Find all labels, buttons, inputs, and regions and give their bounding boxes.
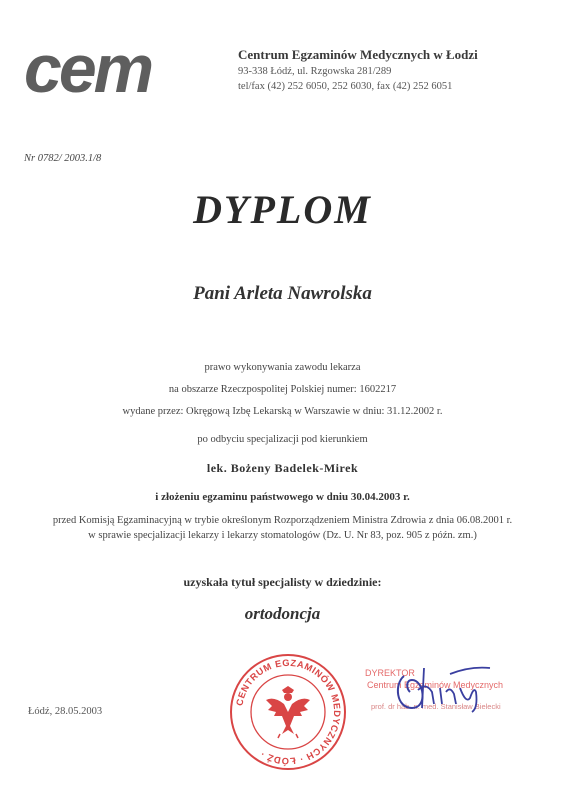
place-date: Łódź, 28.05.2003 bbox=[28, 706, 103, 717]
seal-ring-text: CENTRUM EGZAMINÓW MEDYCZNYCH · ŁÓDŹ · bbox=[234, 657, 343, 767]
org-address: 93-338 Łódź, ul. Rzgowska 281/289 bbox=[238, 66, 392, 77]
commission-line-2: w sprawie specjalizacji lekarzy i lekarzy stomatologów (Dz. U. Nr 83, poz. 905 z późn. zm.) bbox=[88, 530, 477, 541]
specialty-name: ortodoncja bbox=[244, 604, 321, 623]
supervisor-name: lek. Bożeny Badelek-Mirek bbox=[206, 461, 359, 475]
caduceus-icon bbox=[181, 45, 191, 95]
stamp-title: DYREKTOR bbox=[365, 668, 415, 678]
obtained-title-label: uzyskała tytuł specjalisty w dziedzinie: bbox=[183, 575, 382, 589]
diploma-title: DYPLOM bbox=[193, 187, 372, 232]
stamp-name: prof. dr hab. n. med. Stanisław Bielecki bbox=[371, 702, 501, 711]
license-number-line: na obszarze Rzeczpospolitej Polskiej numer: 1602217 bbox=[168, 384, 397, 395]
recipient-name: Pani Arleta Nawrolska bbox=[193, 283, 372, 304]
specialization-line: po odbyciu specjalizacji pod kierunkiem bbox=[197, 434, 368, 445]
commission-line-1: przed Komisją Egzaminacyjną w trybie określonym Rozporządzeniem Ministra Zdrowia z dnia 06.08.2001 r. bbox=[52, 515, 513, 526]
issued-by-line: wydane przez: Okręgową Izbę Lekarską w Warszawie w dniu: 31.12.2002 r. bbox=[122, 406, 443, 417]
official-seal bbox=[228, 652, 348, 772]
eagle-emblem-icon bbox=[266, 686, 310, 738]
license-line: prawo wykonywania zawodu lekarza bbox=[204, 362, 361, 373]
document-number: Nr 0782/ 2003.1/8 bbox=[24, 153, 102, 164]
logo-wordmark: cem bbox=[24, 38, 152, 102]
org-name: Centrum Egzaminów Medycznych w Łodzi bbox=[238, 47, 478, 62]
handwritten-signature bbox=[390, 658, 500, 714]
org-phone: tel/fax (42) 252 6050, 252 6030, fax (42) 252 6051 bbox=[238, 81, 453, 92]
exam-line: i złożeniu egzaminu państwowego w dniu 30.04.2003 r. bbox=[155, 491, 410, 503]
stamp-org: Centrum Egzaminów Medycznych bbox=[367, 680, 504, 690]
cem-logo bbox=[22, 38, 217, 102]
